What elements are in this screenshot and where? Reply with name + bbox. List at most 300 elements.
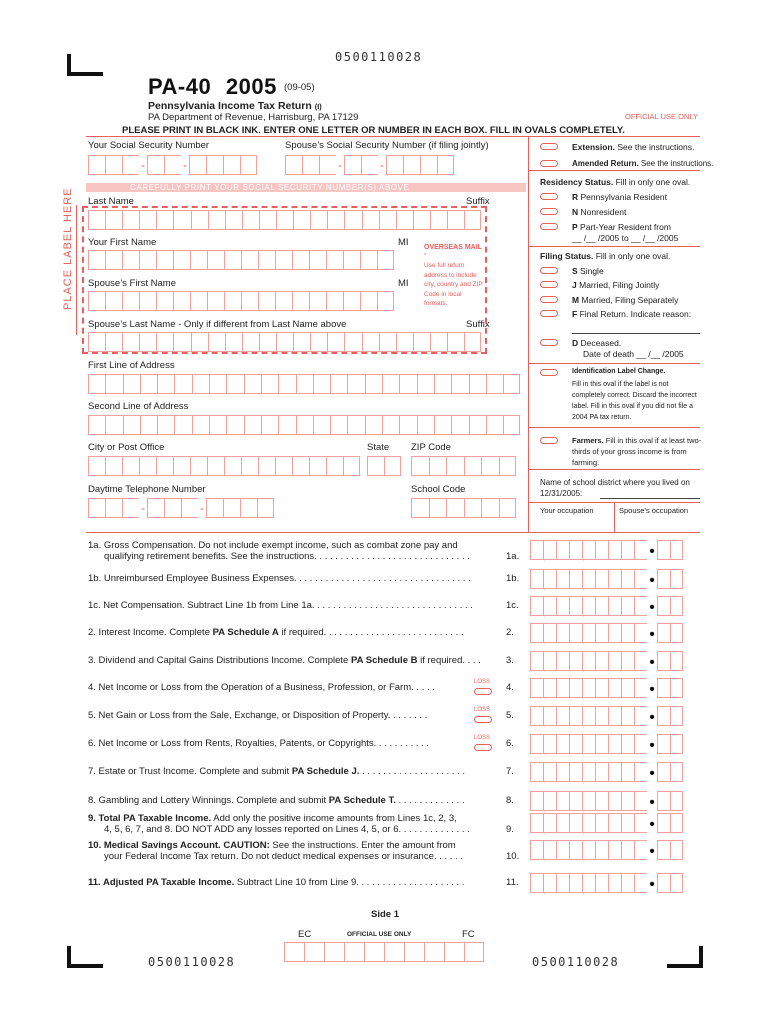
amount-digit-box[interactable]: [621, 678, 634, 698]
amount-digit-box[interactable]: [621, 762, 634, 782]
amount-digit-box[interactable]: [569, 873, 585, 895]
address2-box[interactable]: [140, 415, 157, 435]
amount-digit-box[interactable]: [621, 651, 634, 671]
extension-oval[interactable]: [540, 143, 558, 150]
address1-box[interactable]: [244, 374, 261, 394]
ssn-box[interactable]: [206, 155, 223, 175]
city-box[interactable]: [258, 456, 275, 476]
state-box[interactable]: [367, 456, 384, 476]
phone-box[interactable]: [164, 498, 181, 518]
amount-digit-box[interactable]: [621, 706, 634, 726]
school-code-box[interactable]: [446, 498, 464, 518]
amount-digit-box[interactable]: [595, 651, 608, 671]
zip-box[interactable]: [481, 456, 499, 476]
zip-box[interactable]: [464, 456, 482, 476]
ssn-box[interactable]: [223, 155, 240, 175]
address2-box[interactable]: [244, 415, 261, 435]
city-box[interactable]: [275, 456, 292, 476]
city-box[interactable]: [156, 456, 173, 476]
amount-digit-box[interactable]: [621, 873, 634, 893]
ssn-box[interactable]: [319, 155, 336, 175]
amount-cents-box[interactable]: [670, 623, 683, 643]
amount-digit-box[interactable]: [530, 762, 546, 784]
amount-digit-box[interactable]: [634, 706, 647, 726]
ssn-box[interactable]: [302, 155, 319, 175]
amount-digit-box[interactable]: [621, 569, 634, 589]
amount-digit-box[interactable]: [621, 596, 634, 616]
address2-box[interactable]: [330, 415, 347, 435]
amount-cents-box[interactable]: [657, 840, 670, 860]
amount-digit-box[interactable]: [634, 762, 647, 782]
address1-box[interactable]: [399, 374, 416, 394]
amount-cents-box[interactable]: [670, 873, 683, 893]
amount-digit-box[interactable]: [595, 873, 608, 893]
amount-boxes[interactable]: [530, 596, 683, 616]
ssn-box[interactable]: [164, 155, 181, 175]
amount-digit-box[interactable]: [582, 706, 595, 726]
city-boxes[interactable]: [88, 456, 360, 476]
idlabel-oval[interactable]: [540, 369, 558, 376]
amount-cents-box[interactable]: [657, 791, 670, 811]
amount-digit-box[interactable]: [608, 762, 621, 782]
address2-box[interactable]: [278, 415, 295, 435]
amount-boxes[interactable]: [530, 540, 683, 560]
official-use-box[interactable]: [304, 942, 324, 962]
amount-digit-box[interactable]: [595, 540, 608, 560]
amount-digit-box[interactable]: [569, 706, 585, 728]
ssn-box[interactable]: [240, 155, 257, 175]
amount-digit-box[interactable]: [543, 540, 556, 560]
amount-cents-box[interactable]: [670, 596, 683, 616]
amount-cents-box[interactable]: [670, 540, 683, 560]
address2-box[interactable]: [88, 415, 105, 435]
school-code-box[interactable]: [499, 498, 517, 518]
zip-box[interactable]: [429, 456, 447, 476]
phone-box[interactable]: [181, 498, 198, 518]
city-box[interactable]: [122, 456, 139, 476]
amount-cents-box[interactable]: [657, 762, 670, 782]
ssn-boxes[interactable]: [88, 155, 257, 175]
address1-box[interactable]: [486, 374, 503, 394]
address2-box[interactable]: [503, 415, 520, 435]
amount-digit-box[interactable]: [556, 840, 569, 860]
amount-digit-box[interactable]: [530, 651, 546, 673]
amount-boxes[interactable]: [530, 569, 683, 589]
amount-digit-box[interactable]: [530, 596, 546, 618]
amount-boxes[interactable]: [530, 734, 683, 754]
amount-digit-box[interactable]: [595, 813, 608, 833]
amount-cents-box[interactable]: [657, 678, 670, 698]
ssn-box[interactable]: [420, 155, 437, 175]
amount-cents-box[interactable]: [657, 706, 670, 726]
amount-digit-box[interactable]: [530, 840, 546, 862]
amount-digit-box[interactable]: [569, 762, 585, 784]
amount-digit-box[interactable]: [569, 791, 585, 813]
amount-digit-box[interactable]: [595, 569, 608, 589]
amount-digit-box[interactable]: [634, 791, 647, 811]
amount-digit-box[interactable]: [543, 762, 556, 782]
amount-digit-box[interactable]: [634, 540, 647, 560]
zip-box[interactable]: [499, 456, 517, 476]
phone-box[interactable]: [88, 498, 105, 518]
address1-box[interactable]: [140, 374, 157, 394]
school-code-boxes[interactable]: [411, 498, 516, 518]
ssn-box[interactable]: [437, 155, 454, 175]
amount-digit-box[interactable]: [556, 734, 569, 754]
city-box[interactable]: [139, 456, 156, 476]
address1-box[interactable]: [434, 374, 451, 394]
official-use-box[interactable]: [404, 942, 424, 962]
amount-digit-box[interactable]: [634, 873, 647, 893]
amount-digit-box[interactable]: [569, 569, 585, 591]
fs-separate-oval[interactable]: [540, 296, 558, 303]
amount-cents-box[interactable]: [657, 813, 670, 833]
amount-cents-box[interactable]: [670, 678, 683, 698]
amount-boxes[interactable]: [530, 762, 683, 782]
amount-digit-box[interactable]: [582, 540, 595, 560]
amount-digit-box[interactable]: [543, 706, 556, 726]
amount-digit-box[interactable]: [556, 678, 569, 698]
state-box[interactable]: [384, 456, 401, 476]
amount-cents-box[interactable]: [670, 569, 683, 589]
addr1-boxes[interactable]: [88, 374, 520, 394]
amount-digit-box[interactable]: [582, 623, 595, 643]
amount-digit-box[interactable]: [543, 569, 556, 589]
amount-digit-box[interactable]: [582, 873, 595, 893]
address2-box[interactable]: [451, 415, 468, 435]
amount-digit-box[interactable]: [634, 596, 647, 616]
official-use-box[interactable]: [344, 942, 364, 962]
address1-box[interactable]: [105, 374, 122, 394]
loss-oval[interactable]: [474, 688, 492, 695]
amount-digit-box[interactable]: [556, 623, 569, 643]
amount-digit-box[interactable]: [569, 596, 585, 618]
address2-box[interactable]: [296, 415, 313, 435]
address1-box[interactable]: [226, 374, 243, 394]
amount-digit-box[interactable]: [530, 623, 546, 645]
amount-digit-box[interactable]: [543, 678, 556, 698]
city-box[interactable]: [241, 456, 258, 476]
address2-box[interactable]: [192, 415, 209, 435]
amount-digit-box[interactable]: [582, 813, 595, 833]
amount-digit-box[interactable]: [608, 873, 621, 893]
address1-box[interactable]: [278, 374, 295, 394]
amount-cents-box[interactable]: [657, 569, 670, 589]
address2-box[interactable]: [209, 415, 226, 435]
amount-digit-box[interactable]: [569, 651, 585, 673]
state-boxes[interactable]: [367, 456, 401, 476]
amount-digit-box[interactable]: [621, 840, 634, 860]
amount-digit-box[interactable]: [621, 734, 634, 754]
official-use-box[interactable]: [464, 942, 484, 962]
amount-digit-box[interactable]: [582, 596, 595, 616]
amount-digit-box[interactable]: [608, 734, 621, 754]
fs-final-oval[interactable]: [540, 310, 558, 317]
amount-digit-box[interactable]: [595, 840, 608, 860]
amount-boxes[interactable]: [530, 706, 683, 726]
school-code-box[interactable]: [464, 498, 482, 518]
address2-box[interactable]: [486, 415, 503, 435]
amount-digit-box[interactable]: [530, 706, 546, 728]
zip-box[interactable]: [446, 456, 464, 476]
zip-boxes[interactable]: [411, 456, 516, 476]
amount-digit-box[interactable]: [621, 813, 634, 833]
city-box[interactable]: [292, 456, 309, 476]
amount-digit-box[interactable]: [569, 540, 585, 562]
amount-digit-box[interactable]: [530, 678, 546, 700]
ssn-box[interactable]: [122, 155, 139, 175]
amount-digit-box[interactable]: [543, 813, 556, 833]
amount-digit-box[interactable]: [608, 623, 621, 643]
address1-box[interactable]: [174, 374, 191, 394]
address2-box[interactable]: [417, 415, 434, 435]
address1-box[interactable]: [469, 374, 486, 394]
address1-box[interactable]: [365, 374, 382, 394]
amount-digit-box[interactable]: [608, 678, 621, 698]
amount-digit-box[interactable]: [556, 791, 569, 811]
official-use-box[interactable]: [384, 942, 404, 962]
amount-boxes[interactable]: [530, 791, 683, 811]
amount-digit-box[interactable]: [621, 791, 634, 811]
amount-digit-box[interactable]: [595, 762, 608, 782]
address1-box[interactable]: [382, 374, 399, 394]
address2-box[interactable]: [226, 415, 243, 435]
amount-cents-box[interactable]: [670, 791, 683, 811]
amount-digit-box[interactable]: [608, 569, 621, 589]
ssn-box[interactable]: [361, 155, 378, 175]
city-box[interactable]: [326, 456, 343, 476]
city-box[interactable]: [309, 456, 326, 476]
phone-box[interactable]: [105, 498, 122, 518]
amount-digit-box[interactable]: [608, 706, 621, 726]
amount-digit-box[interactable]: [582, 651, 595, 671]
amount-digit-box[interactable]: [582, 569, 595, 589]
amount-digit-box[interactable]: [582, 762, 595, 782]
zip-box[interactable]: [411, 456, 429, 476]
phone-box[interactable]: [122, 498, 139, 518]
amount-digit-box[interactable]: [634, 623, 647, 643]
amount-boxes[interactable]: [530, 873, 683, 893]
amount-digit-box[interactable]: [582, 840, 595, 860]
amount-digit-box[interactable]: [608, 813, 621, 833]
address1-box[interactable]: [503, 374, 520, 394]
address2-box[interactable]: [347, 415, 364, 435]
amount-digit-box[interactable]: [530, 791, 546, 813]
ssn-box[interactable]: [285, 155, 302, 175]
address2-box[interactable]: [174, 415, 191, 435]
right-panel-rule: [528, 170, 700, 171]
address1-box[interactable]: [313, 374, 330, 394]
official-use-box[interactable]: [284, 942, 304, 962]
amount-digit-box[interactable]: [595, 596, 608, 616]
fs-single-oval[interactable]: [540, 267, 558, 274]
residency-r-oval[interactable]: [540, 193, 558, 200]
phone-box[interactable]: [223, 498, 240, 518]
phone-box[interactable]: [206, 498, 223, 518]
amount-digit-box[interactable]: [530, 540, 546, 562]
amount-cents-box[interactable]: [657, 540, 670, 560]
line-text: 8. Gambling and Lottery Winnings. Complete and submit: [88, 795, 329, 806]
amount-digit-box[interactable]: [556, 651, 569, 671]
address1-box[interactable]: [296, 374, 313, 394]
amount-cents-box[interactable]: [670, 813, 683, 833]
amount-digit-box[interactable]: [634, 840, 647, 860]
address2-box[interactable]: [365, 415, 382, 435]
address1-box[interactable]: [209, 374, 226, 394]
amount-cents-box[interactable]: [670, 734, 683, 754]
ssn-box[interactable]: [105, 155, 122, 175]
phone-box[interactable]: [240, 498, 257, 518]
school-code-box[interactable]: [411, 498, 429, 518]
amount-digit-box[interactable]: [569, 840, 585, 862]
phone-boxes[interactable]: [88, 498, 274, 518]
amount-digit-box[interactable]: [569, 734, 585, 756]
amount-digit-box[interactable]: [569, 678, 585, 700]
amount-boxes[interactable]: [530, 678, 683, 698]
phone-box[interactable]: [257, 498, 274, 518]
spouse-ssn-boxes[interactable]: [285, 155, 454, 175]
city-box[interactable]: [343, 456, 360, 476]
amount-digit-box[interactable]: [530, 873, 546, 895]
address2-box[interactable]: [313, 415, 330, 435]
amount-digit-box[interactable]: [595, 678, 608, 698]
farmers-oval[interactable]: [540, 437, 558, 444]
amount-digit-box[interactable]: [582, 734, 595, 754]
phone-box[interactable]: [147, 498, 164, 518]
address2-box[interactable]: [399, 415, 416, 435]
school-code-box[interactable]: [481, 498, 499, 518]
amount-digit-box[interactable]: [556, 813, 569, 833]
amount-digit-box[interactable]: [621, 623, 634, 643]
amount-digit-box[interactable]: [543, 651, 556, 671]
address1-box[interactable]: [330, 374, 347, 394]
amount-digit-box[interactable]: [556, 873, 569, 893]
amount-digit-box[interactable]: [634, 651, 647, 671]
amount-digit-box[interactable]: [556, 596, 569, 616]
amount-cents-box[interactable]: [670, 651, 683, 671]
amount-digit-box[interactable]: [608, 596, 621, 616]
amount-digit-box[interactable]: [595, 734, 608, 754]
amount-digit-box[interactable]: [595, 706, 608, 726]
loss-oval[interactable]: [474, 744, 492, 751]
amount-cents-box[interactable]: [657, 651, 670, 671]
amount-digit-box[interactable]: [556, 569, 569, 589]
amount-cents-box[interactable]: [670, 840, 683, 860]
amount-boxes[interactable]: [530, 813, 683, 833]
amount-digit-box[interactable]: [582, 678, 595, 698]
address1-box[interactable]: [451, 374, 468, 394]
address2-box[interactable]: [261, 415, 278, 435]
amount-cents-box[interactable]: [670, 762, 683, 782]
address1-box[interactable]: [157, 374, 174, 394]
amount-cents-box[interactable]: [657, 734, 670, 754]
amount-digit-box[interactable]: [543, 840, 556, 860]
residency-p-oval[interactable]: [540, 223, 558, 230]
amount-digit-box[interactable]: [634, 813, 647, 833]
amount-digit-box[interactable]: [543, 873, 556, 893]
school-code-box[interactable]: [429, 498, 447, 518]
address1-box[interactable]: [123, 374, 140, 394]
official-use-box[interactable]: [424, 942, 444, 962]
official-use-box[interactable]: [364, 942, 384, 962]
address1-box[interactable]: [88, 374, 105, 394]
address2-box[interactable]: [157, 415, 174, 435]
fs-deceased-oval[interactable]: [540, 339, 558, 346]
amount-cents-box[interactable]: [657, 873, 670, 893]
amount-digit-box[interactable]: [595, 791, 608, 811]
amount-digit-box[interactable]: [608, 840, 621, 860]
amount-digit-box[interactable]: [608, 540, 621, 560]
amount-digit-box[interactable]: [634, 734, 647, 754]
amount-digit-box[interactable]: [634, 678, 647, 698]
amended-oval[interactable]: [540, 160, 558, 167]
address2-box[interactable]: [123, 415, 140, 435]
address1-box[interactable]: [192, 374, 209, 394]
addr2-boxes[interactable]: [88, 415, 520, 435]
amount-digit-box[interactable]: [582, 791, 595, 811]
amount-digit-box[interactable]: [556, 762, 569, 782]
amount-cents-box[interactable]: [670, 706, 683, 726]
amount-digit-box[interactable]: [530, 813, 546, 835]
amount-boxes[interactable]: [530, 651, 683, 671]
amount-digit-box[interactable]: [530, 569, 546, 591]
ssn-box[interactable]: [403, 155, 420, 175]
ssn-box[interactable]: [88, 155, 105, 175]
ssn-box[interactable]: [147, 155, 164, 175]
amount-digit-box[interactable]: [608, 651, 621, 671]
amount-digit-box[interactable]: [595, 623, 608, 643]
amount-cents-box[interactable]: [657, 623, 670, 643]
amount-digit-box[interactable]: [556, 540, 569, 560]
city-box[interactable]: [105, 456, 122, 476]
amount-digit-box[interactable]: [556, 706, 569, 726]
amount-digit-box[interactable]: [530, 734, 546, 756]
city-box[interactable]: [224, 456, 241, 476]
fs-joint-oval[interactable]: [540, 281, 558, 288]
address1-box[interactable]: [417, 374, 434, 394]
amount-digit-box[interactable]: [569, 813, 585, 835]
amount-boxes[interactable]: [530, 623, 683, 643]
address2-box[interactable]: [469, 415, 486, 435]
loss-oval[interactable]: [474, 716, 492, 723]
ssn-box[interactable]: [344, 155, 361, 175]
city-box[interactable]: [190, 456, 207, 476]
amount-digit-box[interactable]: [608, 791, 621, 811]
residency-n-oval[interactable]: [540, 208, 558, 215]
city-box[interactable]: [173, 456, 190, 476]
amount-boxes[interactable]: [530, 840, 683, 860]
address2-box[interactable]: [382, 415, 399, 435]
official-use-box[interactable]: [444, 942, 464, 962]
ssn-box[interactable]: [386, 155, 403, 175]
official-use-box[interactable]: [324, 942, 344, 962]
address1-box[interactable]: [261, 374, 278, 394]
address2-box[interactable]: [105, 415, 122, 435]
amount-digit-box[interactable]: [543, 791, 556, 811]
amount-digit-box[interactable]: [543, 734, 556, 754]
city-box[interactable]: [88, 456, 105, 476]
amount-digit-box[interactable]: [543, 623, 556, 643]
amount-digit-box[interactable]: [543, 596, 556, 616]
amount-digit-box[interactable]: [569, 623, 585, 645]
amount-cents-box[interactable]: [657, 596, 670, 616]
address2-box[interactable]: [434, 415, 451, 435]
city-box[interactable]: [207, 456, 224, 476]
amount-digit-box[interactable]: [621, 540, 634, 560]
address1-box[interactable]: [347, 374, 364, 394]
ssn-box[interactable]: [189, 155, 206, 175]
amount-digit-box[interactable]: [634, 569, 647, 589]
